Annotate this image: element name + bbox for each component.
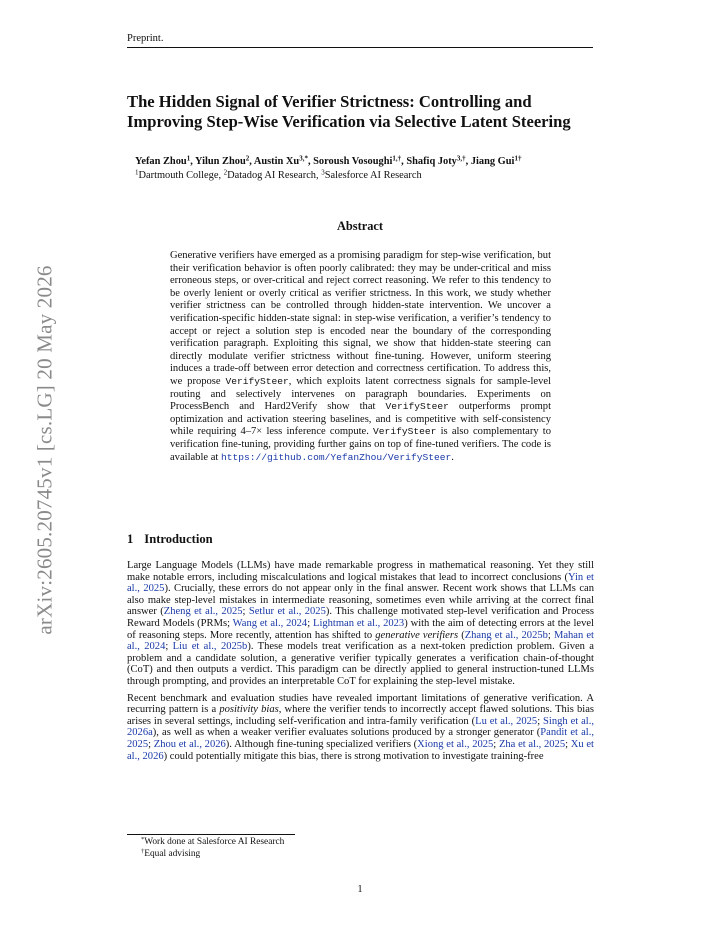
affil-mark: 1 — [135, 168, 139, 177]
header-rule — [127, 47, 593, 48]
affiliation-list: $^1$Dartmouth College, $^2$Datadog AI Research, $^3$Salesforce AI Research — [135, 168, 422, 181]
paragraph-text: , where the verifier tends to incorrectly accept flawed solutions. This bias arises in several settings, including self-verification and intra-family verification ( — [127, 704, 594, 727]
citation-link[interactable]: Liu et al., 2025b — [172, 641, 248, 653]
author-name: Jiang Gui — [470, 156, 515, 167]
footnote-text: Work done at Salesforce AI Research — [144, 837, 285, 847]
abstract-text — [170, 250, 551, 464]
abstract-span: Generative verifiers have emerged as a promising paradigm for step-wise verification, but their verification behavior is often poorly calibrated: they may be under-critical and miss erroneous steps, or over-critical and reject correct reasoning. We refer to this tendency to be overly lenient or overly critical as verifier strictness. In this work, we study whether verifier strictness can be controlled through hidden-state intervention. We uncover a verification-specific hidden-state signal: in step-wise verification, a verifier’s tendency to accept or reject a solution step is encoded near the boundary of the corresponding verification paragraph. Exploiting this signal, we show that hidden-state steering can directly modulate verifier strictness without fine-tuning. However, uniform steering induces a trade-off between error detection and correctness certification. To address this, we propose — [170, 250, 551, 387]
affil-mark: 2 — [223, 168, 228, 177]
citation-link[interactable]: Lu et al., 2025 — [475, 715, 538, 727]
paragraph-text: ). These models treat verification as a next-token prediction problem. Given a problem and a candidate solution, a generative verifier typically generates a verification chain-of-thought (CoT) and then outputs a verdict. This paradigm can be directly applied to general instruction-tuned LLMs through prompting, and provides an interpretable CoT for explaining the step-level mistake. — [127, 641, 594, 687]
header-label: Preprint. — [127, 33, 164, 44]
citation-link[interactable]: Xu et al., 2026 — [127, 738, 594, 762]
citation-link[interactable]: Mahan et al., 2024 — [127, 629, 594, 653]
intro-paragraph — [127, 560, 594, 688]
paragraph-text: ; — [547, 629, 554, 641]
paragraph-text: ; — [565, 738, 571, 750]
abstract-span: outperforms prompt optimization and activation steering baselines, and is competitive with self-consistency while requiring 4–7× less inference compute. — [170, 401, 552, 438]
author-list: Yefan Zhou$^1$, Yilun Zhou$^2$, Austin $Xu^{3,*}$, Soroush Vosoughi$^{1,\dagger}$, Shafiq Joty$^{3,\dagger}$, Jiang Gui$^{1\dagger}$ — [135, 154, 522, 167]
citation-link[interactable]: Xiong et al., 2025 — [417, 738, 494, 750]
abstract-span: is also complementary to verification fine-tuning, providing further gains on top of fine-tuned verifiers. The code is available at — [170, 426, 552, 463]
paragraph-text: ). This challenge motivated step-level verification and Process Reward Models (PRMs; — [127, 606, 594, 629]
method-name: VerifySteer — [225, 375, 289, 387]
author-affil-mark: 3,* — [299, 154, 308, 163]
paragraph-text: ; — [537, 715, 544, 727]
paragraph-text: ; — [148, 738, 154, 750]
running-header — [127, 33, 593, 48]
affiliation: Dartmouth College — [138, 170, 219, 181]
paragraph-text: ; — [242, 606, 249, 618]
code-url-link[interactable]: https://github.com/YefanZhou/VerifySteer — [220, 451, 452, 463]
author-block — [135, 155, 595, 183]
citation-link[interactable]: Lightman et al., 2023 — [313, 617, 405, 629]
citation-link[interactable]: Zhang et al., 2025b — [464, 629, 548, 641]
paragraph-text: ). Crucially, these errors do not appear only in the final answer. Recent work shows that LLMs can also make step-level mistakes in intermediate reasoning, sometimes even while arriving at the correct final answer ( — [127, 583, 594, 618]
page-number: 1 — [357, 884, 363, 895]
paragraph-text: ). Although fine-tuning specialized verifiers ( — [225, 738, 418, 750]
paper-title: The Hidden Signal of Verifier Strictness: Controlling and Improving Step-Wise Verification via Selective Latent Steering — [127, 92, 571, 131]
section-heading — [127, 532, 213, 547]
citation-link[interactable]: Setlur et al., 2025 — [248, 606, 326, 618]
author-affil-mark: 1 — [186, 154, 191, 163]
author-affil-mark: 3,† — [456, 154, 466, 163]
paragraph-text: ) with the aim of detecting errors at the level of reasoning steps. More recently, attention has shifted to — [127, 617, 594, 641]
footnote — [141, 848, 284, 860]
paragraph-text: ( — [458, 629, 465, 641]
arxiv-identifier: arXiv:2605.20745v1 [cs.LG] 20 May 2026 — [32, 265, 57, 635]
introduction-body — [127, 560, 594, 767]
citation-link[interactable]: Zha et al., 2025 — [498, 738, 566, 750]
emphasis-term: generative verifiers — [375, 629, 459, 641]
footnote — [141, 836, 284, 848]
paragraph-text: ), as well as when a weaker verifier evaluates solutions produced by a stronger generator ( — [152, 727, 541, 739]
method-name: VerifySteer — [373, 426, 437, 438]
citation-link[interactable]: Zhou et al., 2026 — [153, 738, 226, 750]
abstract-span: . — [451, 451, 454, 463]
author-name: Yilun Zhou — [195, 156, 246, 167]
paragraph-text: ; — [307, 617, 313, 629]
paragraph-text: ; — [493, 738, 499, 750]
paragraph-text: ; — [165, 641, 173, 653]
intro-paragraph — [127, 693, 594, 763]
citation-link[interactable]: Pandit et al., 2025 — [127, 727, 594, 750]
author-affil-mark: 1† — [514, 154, 522, 163]
emphasis-term: positivity bias — [219, 704, 279, 716]
abstract-span: , which exploits latent correctness signals for sample-level routing and selectively intervenes on paragraph boundaries. Experiments on ProcessBench and Hard2Verify show that — [170, 375, 552, 413]
author-name: Soroush Vosoughi — [313, 156, 393, 167]
author-name: Austin Xu — [253, 156, 300, 167]
arxiv-sidebar — [33, 255, 57, 645]
affiliation: Salesforce AI Research — [324, 170, 422, 181]
citation-link[interactable]: Yin et al., 2025 — [127, 571, 594, 595]
author-affil-mark: 1,† — [392, 154, 402, 163]
footnote-rule — [127, 834, 295, 835]
affil-mark: 3 — [321, 168, 325, 177]
section-number: 1 — [127, 532, 134, 546]
paragraph-text: ) could potentially mitigate this bias, there is strong motivation to investigate training-free — [163, 750, 544, 762]
paragraph-text: Large Language Models (LLMs) have made remarkable progress in mathematical reasoning. Yet they still make notable errors, including miscalculations and logical mistakes that lead to incorrect conclusions ( — [127, 560, 594, 583]
method-name: VerifySteer — [385, 401, 449, 413]
citation-link[interactable]: Wang et al., 2024 — [232, 617, 308, 629]
author-name: Shafiq Joty — [406, 156, 457, 167]
footnote-mark: † — [141, 848, 145, 855]
author-name: Yefan Zhou — [135, 156, 187, 167]
footnote-text: Equal advising — [144, 849, 201, 859]
footnote-mark: * — [141, 836, 145, 843]
author-affil-mark: 2 — [245, 154, 250, 163]
abstract-heading: Abstract — [336, 219, 384, 233]
citation-link[interactable]: Zheng et al., 2025 — [163, 606, 243, 618]
section-title: Introduction — [144, 532, 213, 546]
affiliation: Datadog AI Research — [227, 170, 317, 181]
paragraph-text: Recent benchmark and evaluation studies have revealed important limitations of generative verification. A recurring pattern is a — [127, 692, 594, 716]
footnotes — [141, 836, 284, 860]
citation-link[interactable]: Singh et al., 2026a — [127, 715, 594, 739]
